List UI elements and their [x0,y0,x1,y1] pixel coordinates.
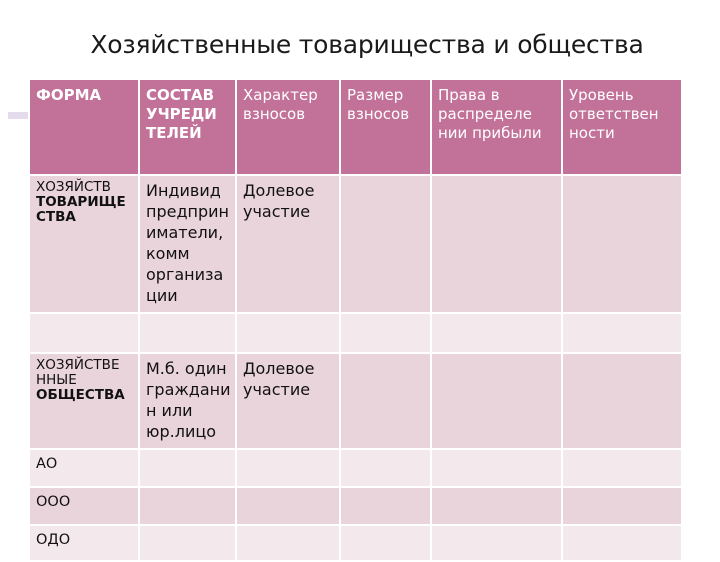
cell-empty [562,313,682,353]
cell-empty [236,313,340,353]
cell-razmer [340,353,431,449]
forma-line: ХОЗЯЙСТВ [36,179,111,195]
forma-line: ТОВАРИЩЕ [36,194,126,210]
cell-empty [562,487,682,525]
cell-forma [29,353,139,449]
cell-empty [431,525,562,561]
table-row [29,525,682,561]
table-row [29,487,682,525]
forma-line: ОБЩЕСТВА [36,387,125,403]
header-uroven: Уровень ответствен ности [562,79,682,175]
forma-line: ННЫЕ [36,372,77,388]
page-title: Хозяйственные товарищества и общества [90,30,644,59]
cell-empty [431,487,562,525]
cell-forma-ooo: ООО [29,487,139,525]
cell-prava [431,353,562,449]
header-prava: Права в распределе нии прибыли [431,79,562,175]
cell-uroven [562,353,682,449]
header-harakter: Характер взносов [236,79,340,175]
cell-forma-ao: АО [29,449,139,487]
table-row [29,353,682,449]
header-razmer: Размер взносов [340,79,431,175]
header-sostav: СОСТАВ УЧРЕДИ ТЕЛЕЙ [139,79,236,175]
cell-empty [562,525,682,561]
cell-forma [29,175,139,313]
cell-prava [431,175,562,313]
cell-sostav: М.б. один граждани н или юр.лицо [139,353,236,449]
table-row [29,313,682,353]
cell-empty [340,449,431,487]
cell-empty [431,313,562,353]
cell-empty [340,487,431,525]
comparison-table [28,78,683,562]
forma-line: ХОЗЯЙСТВЕ [36,357,120,373]
cell-razmer [340,175,431,313]
cell-empty [139,487,236,525]
table-row [29,175,682,313]
cell-harakter: Долевое участие [236,175,340,313]
cell-empty [139,525,236,561]
cell-empty [139,449,236,487]
cell-empty [236,487,340,525]
cell-forma-odo: ОДО [29,525,139,561]
cell-harakter: Долевое участие [236,353,340,449]
table-header-row [29,79,682,175]
cell-empty [340,313,431,353]
header-forma: ФОРМА [29,79,139,175]
cell-empty [431,449,562,487]
cell-empty [236,449,340,487]
forma-line: СТВА [36,209,76,225]
cell-empty [562,449,682,487]
cell-empty [236,525,340,561]
table-row [29,449,682,487]
cell-empty [340,525,431,561]
cell-empty [139,313,236,353]
cell-sostav: Индивид предприн иматели, комм организа ции [139,175,236,313]
cell-empty [29,313,139,353]
cell-uroven [562,175,682,313]
